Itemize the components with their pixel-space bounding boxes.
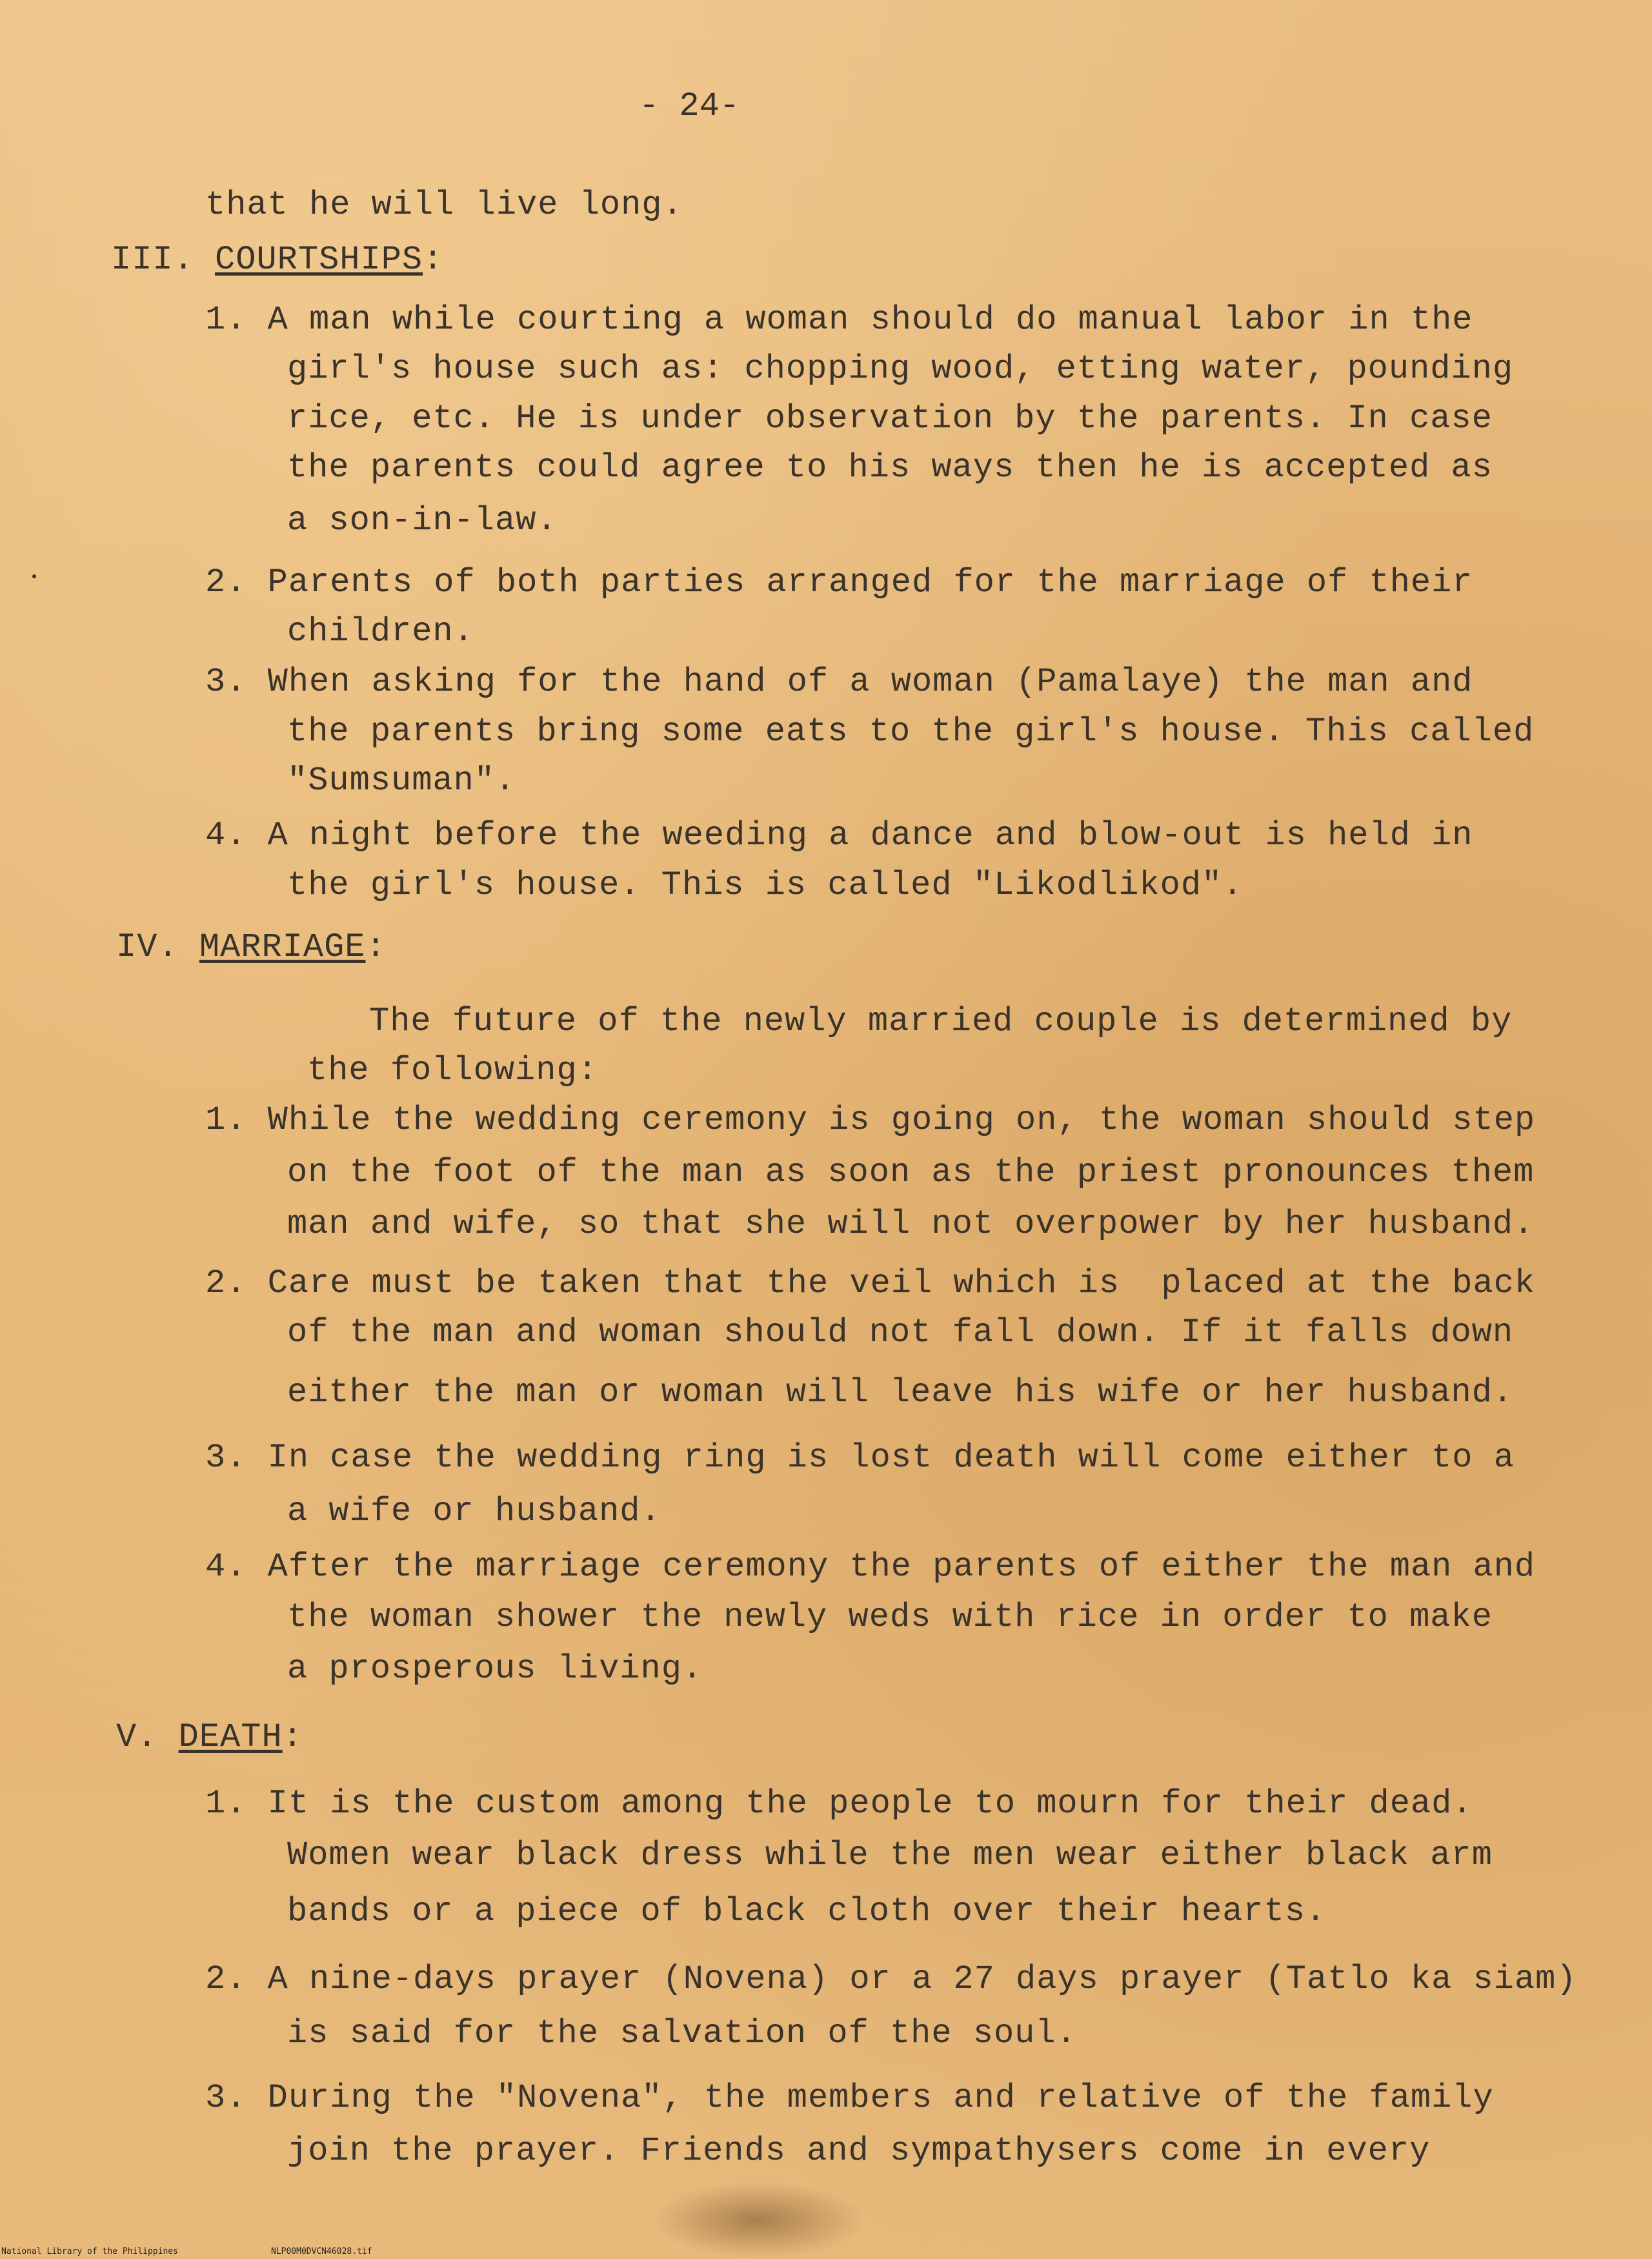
list-item-line: 2. A nine-days prayer (Novena) or a 27 days prayer (Tatlo ka siam) [205, 1960, 1577, 1998]
section-colon: : [365, 928, 387, 966]
list-item-line: 2. Care must be taken that the veil which is placed at the back [205, 1264, 1536, 1302]
list-item-line: 3. In case the wedding ring is lost death will come either to a [205, 1439, 1515, 1477]
list-item-line: is said for the salvation of the soul. [287, 2014, 1077, 2052]
list-item-line: 3. When asking for the hand of a woman (Pamalaye) the man and [205, 663, 1473, 701]
footer-library: National Library of the Philippines [1, 2247, 178, 2256]
list-item-line: a wife or husband. [287, 1492, 661, 1530]
list-item-line: man and wife, so that she will not overpower by her husband. [287, 1205, 1535, 1243]
section-heading-marriage [116, 927, 387, 967]
list-item-line: children. [287, 613, 474, 651]
list-item-line: girl's house such as: chopping wood, etting water, pounding [287, 350, 1514, 388]
list-item-line: 4. After the marriage ceremony the parents of either the man and [205, 1548, 1536, 1586]
section-colon: : [423, 241, 444, 279]
list-item-line: 1. It is the custom among the people to mourn for their dead. [205, 1785, 1473, 1823]
margin-mark [32, 574, 36, 578]
paragraph-line: the following: [307, 1051, 598, 1089]
list-item-line: the woman shower the newly weds with rice in order to make [287, 1598, 1493, 1636]
list-item-line: 2. Parents of both parties arranged for the marriage of their [205, 563, 1473, 602]
list-item-line: rice, etc. He is under observation by the parents. In case [287, 400, 1493, 438]
list-item-line: the parents could agree to his ways then he is accepted as [287, 449, 1493, 487]
list-item-line: either the man or woman will leave his wife or her husband. [287, 1373, 1514, 1412]
list-item-line: a son-in-law. [287, 501, 558, 540]
list-item-line: the parents bring some eats to the girl's house. This called [287, 713, 1535, 751]
intro-line: that he will live long. [205, 186, 683, 224]
scan-footer [0, 2218, 1652, 2256]
list-item-line: 4. A night before the weeding a dance and blow-out is held in [205, 816, 1473, 855]
list-item-line: 1. While the wedding ceremony is going on, the woman should step [205, 1101, 1536, 1139]
list-item-line: 3. During the "Novena", the members and relative of the family [205, 2079, 1494, 2117]
section-colon: : [282, 1718, 303, 1756]
section-heading-death [116, 1717, 303, 1758]
section-numeral: V. [116, 1718, 158, 1756]
list-item-line: on the foot of the man as soon as the priest pronounces them [287, 1153, 1535, 1191]
list-item-line: the girl's house. This is called "Likodlikod". [287, 866, 1244, 904]
paragraph-line: The future of the newly married couple is determined by [369, 1002, 1513, 1040]
list-item-line: a prosperous living. [287, 1650, 703, 1688]
list-item-line: Women wear black dress while the men wear either black arm [287, 1836, 1493, 1874]
list-item-line: of the man and woman should not fall down. If it falls down [287, 1313, 1514, 1352]
section-title: MARRIAGE [199, 928, 366, 966]
list-item-line: 1. A man while courting a woman should do manual labor in the [205, 301, 1473, 339]
list-item-line: bands or a piece of black cloth over their hearts. [287, 1892, 1327, 1930]
list-item-line: "Sumsuman". [287, 762, 516, 800]
page-number: - 24- [639, 87, 740, 125]
section-title: COURTSHIPS [215, 241, 423, 279]
list-item-line: join the prayer. Friends and sympathysers come in every [287, 2132, 1431, 2170]
footer-filename: NLP00M0DVCN46028.tif [271, 2247, 372, 2256]
section-numeral: IV. [116, 928, 179, 966]
section-heading-courtships [111, 240, 443, 280]
section-title: DEATH [178, 1718, 283, 1756]
section-numeral: III. [111, 241, 194, 279]
